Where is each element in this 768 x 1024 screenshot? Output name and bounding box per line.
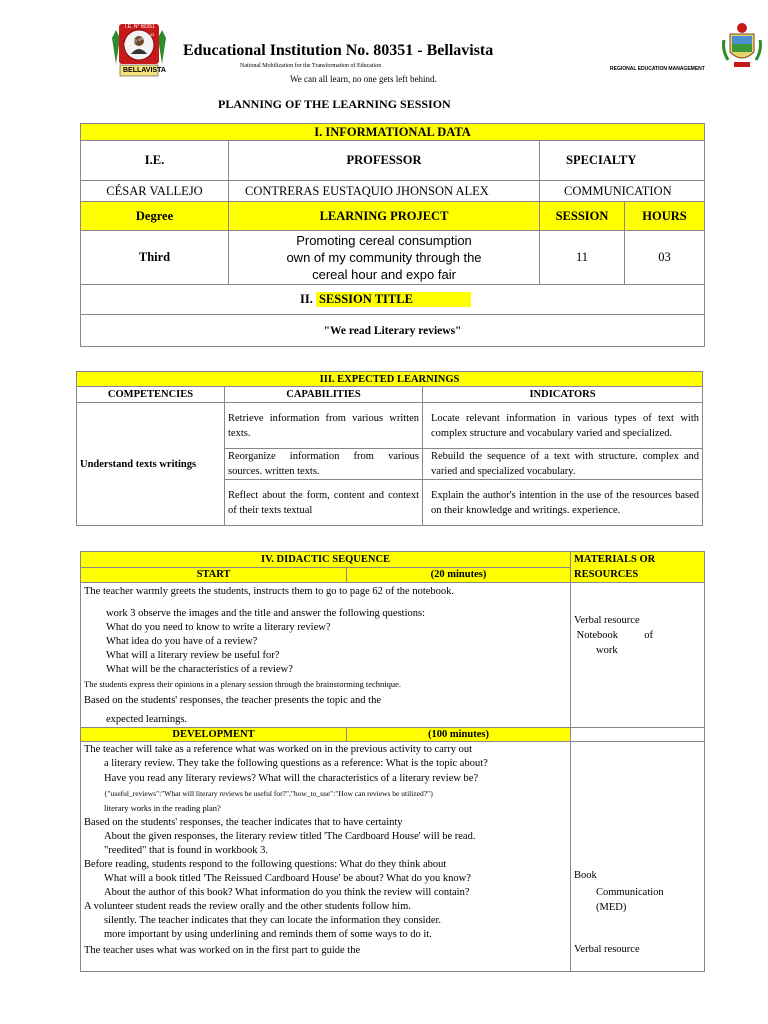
informational-section-heading: I. INFORMATIONAL DATA [81, 124, 705, 141]
ie-header: I.E. [81, 141, 229, 181]
competency-cell: Understand texts writings [77, 403, 225, 526]
start-line: What do you need to know to write a literary review? [106, 622, 331, 633]
materials-header: MATERIALS OR RESOURCES [571, 552, 705, 583]
institution-title: Educational Institution No. 80351 - Bellavista [183, 42, 494, 59]
degree-value: Third [81, 231, 229, 285]
start-line: The students express their opinions in a plenary session through the brainstorming technique. [84, 679, 402, 689]
competencies-header: COMPETENCIES [77, 387, 225, 403]
session-title-row [81, 285, 705, 315]
material-item: (MED) [596, 902, 627, 913]
development-line: The teacher uses what was worked on in the first part to guide the [84, 945, 361, 956]
logo-banner-text: BELLAVISTA [123, 67, 166, 74]
material-item: work [596, 645, 618, 656]
professor-header: PROFESSOR [229, 141, 540, 181]
capability-cell: Retrieve information from various written texts. [225, 403, 423, 449]
hours-value: 03 [625, 231, 705, 285]
development-materials [571, 742, 705, 972]
material-item: Communication [596, 887, 664, 898]
development-time: (100 minutes) [347, 728, 571, 742]
development-line: What will a book titled 'The Reissued Cardboard House' be about? What do you know? [104, 873, 471, 884]
material-item: Verbal resource [574, 944, 640, 955]
material-item: Verbal resource [574, 615, 640, 626]
session-title-heading: SESSION TITLE [316, 292, 471, 307]
didactic-section-heading: IV. DIDACTIC SEQUENCE [81, 552, 571, 568]
project-line: cereal hour and expo fair [312, 267, 456, 282]
development-materials-header-blank [571, 728, 705, 742]
session-value: 11 [540, 231, 625, 285]
indicator-cell: Explain the author's intention in the use of the resources based on their knowledge and writings. experience. [423, 480, 703, 526]
session-header: SESSION [540, 202, 625, 231]
regional-crest-icon [720, 20, 764, 70]
specialty-header: SPECIALTY [540, 141, 705, 181]
development-label: DEVELOPMENT [81, 728, 347, 742]
development-line: literary works in the reading plan? [104, 803, 221, 813]
development-line: Based on the students' responses, the teacher indicates that to have certainty [84, 817, 403, 828]
learning-project-value [229, 231, 540, 285]
start-label: START [81, 567, 347, 583]
expected-learnings-table [76, 371, 703, 526]
didactic-sequence-table [80, 551, 705, 972]
development-line: {"useful_reviews":"What will literary reviews be useful for?","how_to_use":"How can reviews be utilized?"} [104, 789, 434, 798]
learning-project-header: LEARNING PROJECT [229, 202, 540, 231]
start-line: What will be the characteristics of a review? [106, 664, 293, 675]
indicator-cell: Locate relevant information in various types of text with complex structure and vocabulary varied and specialized. [423, 403, 703, 449]
ie-value: CÉSAR VALLEJO [81, 181, 229, 202]
session-title-value: "We read Literary reviews" [81, 315, 705, 347]
start-line: What idea do you have of a review? [106, 636, 258, 647]
development-line: Have you read any literary reviews? What will the characteristics of a literary review be? [104, 773, 479, 784]
logo-top-text: I.E. N° 80351 [125, 24, 155, 30]
indicator-cell: Rebuild the sequence of a text with structure. complex and varied and specialized vocabulary. [423, 449, 703, 480]
informational-data-table [80, 123, 705, 347]
professor-value: CONTRERAS EUSTAQUIO JHONSON ALEX [229, 181, 540, 202]
project-line: own of my community through the [286, 250, 482, 265]
hours-header: HOURS [625, 202, 705, 231]
material-item: Book [574, 870, 597, 881]
capability-cell: Reflect about the form, content and context of their texts textual [225, 480, 423, 526]
start-activities [81, 583, 571, 728]
project-line: Promoting cereal consumption [296, 233, 472, 248]
development-activities [81, 742, 571, 972]
development-line: a literary review. They take the following questions as a reference: What is the topic about? [104, 758, 488, 769]
institution-subtitle: National Mobilization for the Transformation of Education [240, 63, 382, 69]
development-line: "reedited" that is found in workbook 3. [104, 845, 269, 856]
start-line: What will a literary review be useful for? [106, 650, 280, 661]
development-line: About the given responses, the literary review titled 'The Cardboard House' will be read. [104, 831, 476, 842]
development-line: Before reading, students respond to the following questions: What do they think about [84, 859, 447, 870]
start-line: Based on the students' responses, the teacher presents the topic and the [84, 695, 381, 706]
specialty-value: COMMUNICATION [540, 181, 705, 202]
capability-cell: Reorganize information from various sources. written texts. [225, 449, 423, 480]
plan-title: PLANNING OF THE LEARNING SESSION [218, 97, 451, 111]
start-materials [571, 583, 705, 728]
degree-header: Degree [81, 202, 229, 231]
start-line: expected learnings. [106, 714, 188, 725]
start-line: work 3 observe the images and the title and answer the following questions: [106, 608, 426, 619]
development-line: About the author of this book? What information do you think the review will contain? [104, 887, 470, 898]
learnings-section-heading: III. EXPECTED LEARNINGS [77, 372, 703, 387]
institution-motto: We can all learn, no one gets left behind. [290, 74, 437, 84]
development-line: The teacher will take as a reference what was worked on in the previous activity to carry out [84, 744, 473, 755]
development-line: silently. The teacher indicates that they can locate the information they consider. [104, 915, 442, 926]
logo-name-text: CÉSAR VALLEJO [123, 31, 156, 48]
capabilities-header: CAPABILITIES [225, 387, 423, 403]
session-title-number: II. [300, 292, 313, 306]
start-line: The teacher warmly greets the students, instructs them to go to page 62 of the notebook. [84, 586, 455, 597]
material-item: Notebook of [574, 630, 654, 641]
development-line: A volunteer student reads the review orally and the other students follow him. [84, 901, 411, 912]
start-time: (20 minutes) [347, 567, 571, 583]
regional-management-text: REGIONAL EDUCATION MANAGEMENT [610, 66, 705, 72]
development-line: more important by using underlining and reminds them of some ways to do it. [104, 929, 432, 940]
indicators-header: INDICATORS [423, 387, 703, 403]
